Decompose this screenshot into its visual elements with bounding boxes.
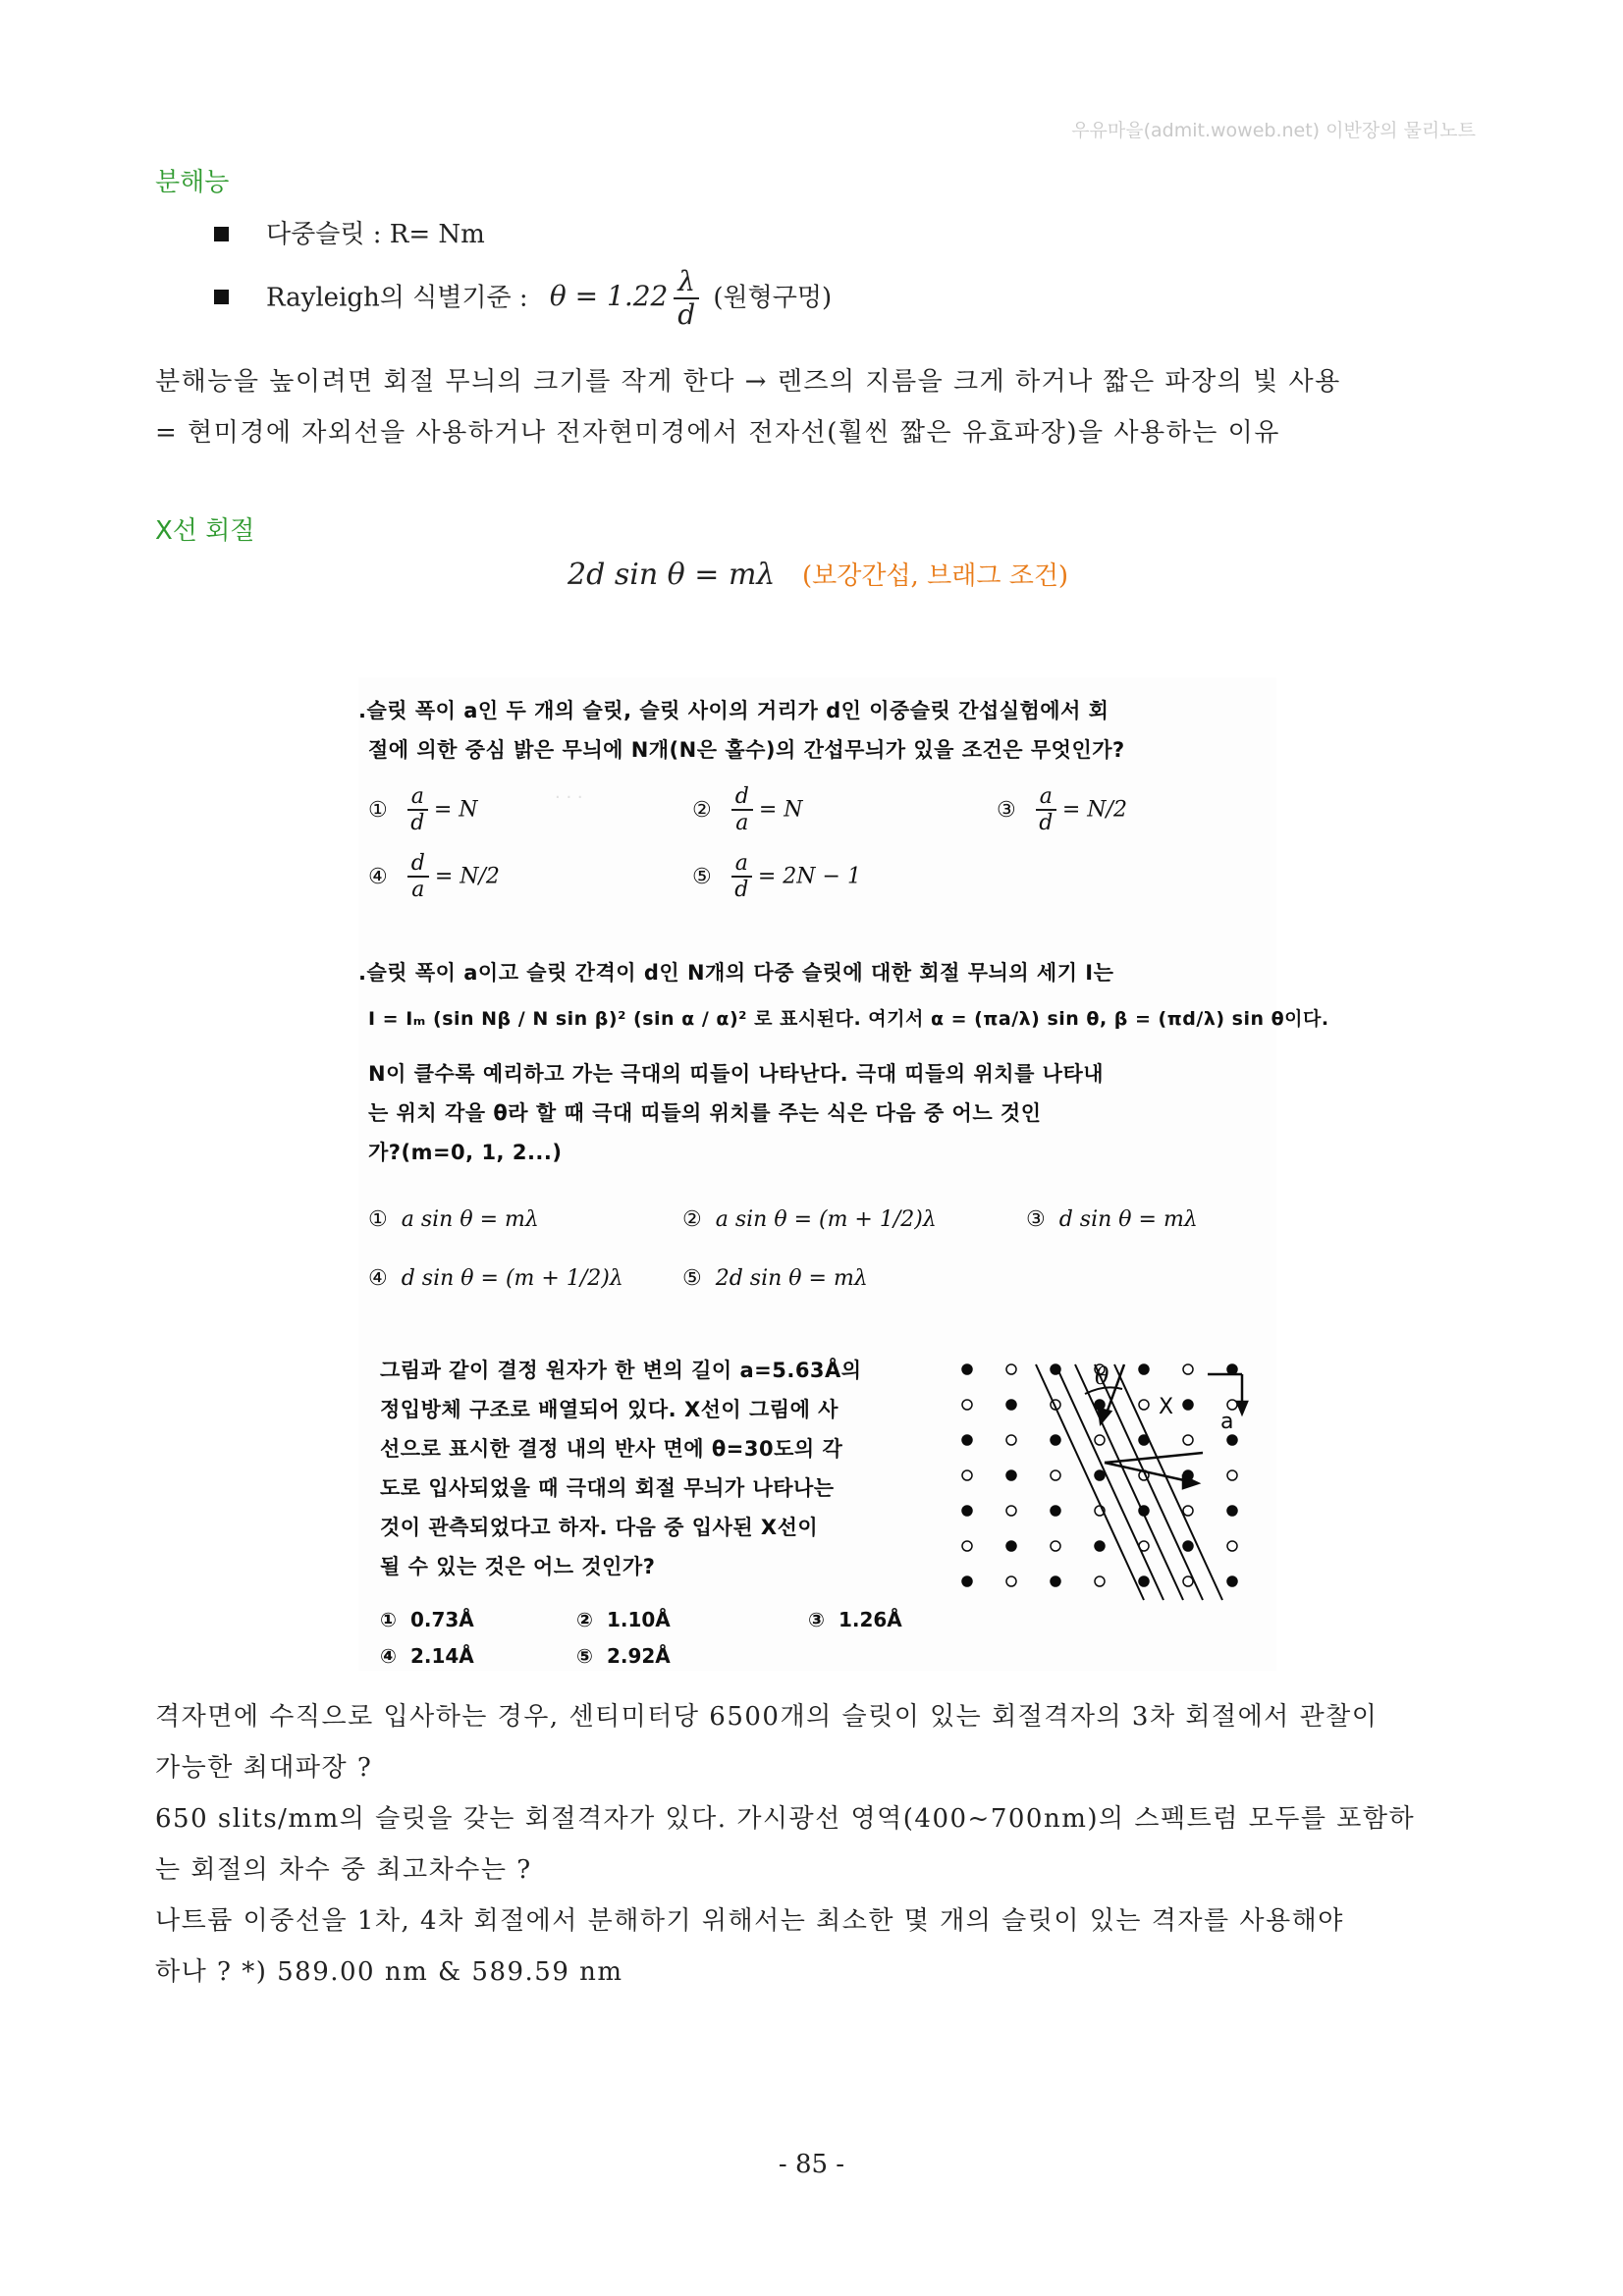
atom-filled — [1006, 1541, 1016, 1551]
atom-hollow — [1006, 1435, 1016, 1445]
problem2-option-5: ⑤ 2d sin θ = mλ — [682, 1266, 868, 1291]
bleed-through-text: · · · — [555, 787, 583, 808]
atom-filled — [1139, 1364, 1149, 1374]
bullet-square-icon — [214, 290, 229, 304]
resolution-paragraph-2: = 현미경에 자외선을 사용하거나 전자현미경에서 전자선(훨씬 짧은 유효파장)을 사용하는 이유 — [155, 418, 1280, 448]
atom-filled — [1051, 1435, 1060, 1445]
bullet-rayleigh — [214, 267, 832, 331]
atom-filled — [1183, 1541, 1193, 1551]
rayleigh-denominator: d — [677, 297, 696, 331]
plane-line — [1036, 1364, 1144, 1600]
problem3-line4: 도로 입사되었을 때 극대의 회절 무늬가 나타나는 — [380, 1476, 835, 1500]
atom-hollow — [962, 1400, 972, 1410]
bullet-rayleigh-text: Rayleigh의 식별기준 : — [266, 283, 528, 313]
atom-hollow — [1227, 1470, 1237, 1480]
atom-hollow — [1006, 1364, 1016, 1374]
atom-filled — [1227, 1506, 1237, 1516]
atom-filled — [962, 1435, 972, 1445]
heading-xray: X선 회절 — [155, 516, 255, 546]
atom-hollow — [1051, 1470, 1060, 1480]
atom-hollow — [962, 1541, 972, 1551]
bullet-multislit — [214, 214, 485, 250]
atom-filled — [1095, 1470, 1105, 1480]
problem2-line4: 는 위치 각을 θ라 할 때 극대 띠들의 위치를 주는 식은 다음 중 어느 것인 — [368, 1101, 1042, 1125]
atom-filled — [1095, 1541, 1105, 1551]
atom-filled — [1006, 1400, 1016, 1410]
atom-hollow — [1095, 1435, 1105, 1445]
problem2-option-3: ③ d sin θ = mλ — [1026, 1207, 1198, 1232]
problem3-option-1: ① 0.73Å — [380, 1608, 474, 1631]
resolution-paragraph-1: 분해능을 높이려면 회절 무늬의 크기를 작게 한다 → 렌즈의 지름을 크게 하거나 짧은 파장의 빛 사용 — [155, 367, 1341, 397]
atom-filled — [962, 1576, 972, 1586]
problem2-option-4: ④ d sin θ = (m + 1/2)λ — [368, 1266, 623, 1291]
figure-x-label: X — [1159, 1395, 1174, 1419]
rayleigh-note: (원형구멍) — [713, 283, 833, 313]
problem2-option-2: ② a sin θ = (m + 1/2)λ — [682, 1207, 937, 1232]
atom-hollow — [1139, 1400, 1149, 1410]
problem2-line3: N이 클수록 예리하고 가는 극대의 띠들이 나타난다. 극대 띠들의 위치를 나타내 — [368, 1062, 1105, 1086]
atom-hollow — [1183, 1506, 1193, 1516]
page-number: - 85 - — [778, 2150, 845, 2179]
atom-hollow — [1183, 1364, 1193, 1374]
atom-hollow — [1006, 1506, 1016, 1516]
reflected-ray — [1105, 1463, 1193, 1482]
reflected-ray — [1105, 1453, 1203, 1463]
heading-resolution: 분해능 — [155, 168, 230, 197]
arrow-head — [1099, 1409, 1110, 1423]
problem1-option-2: ② $\frac{d}{a}$ = N — [692, 784, 803, 836]
bottom-question-2-line-1: 650 slits/mm의 슬릿을 갖는 회절격자가 있다. 가시광선 영역(400~700nm)의 스펙트럼 모두를 포함하 — [155, 1804, 1416, 1834]
problem2-option-1: ① a sin θ = mλ — [368, 1207, 539, 1232]
atom-filled — [1051, 1506, 1060, 1516]
atom-hollow — [1051, 1541, 1060, 1551]
problem3-option-4: ④ 2.14Å — [380, 1644, 474, 1668]
bragg-formula-row — [568, 556, 1068, 592]
problem1-option-4: ④ $\frac{d}{a}$ = N/2 — [368, 851, 500, 903]
problem2-formula: I = Iₘ (sin Nβ / N sin β)² (sin α / α)² 로 표시된다. 여기서 α = (πa/λ) sin θ, β = (πd/λ) sin θ이다. — [368, 1008, 1329, 1030]
problem3-line6: 될 수 있는 것은 어느 것인가? — [380, 1555, 656, 1578]
scanned-problems-image — [358, 677, 1329, 1671]
figure-theta-label: θ — [1095, 1362, 1109, 1390]
atom-filled — [1051, 1576, 1060, 1586]
problem3-line3: 선으로 표시한 결정 내의 반사 면에 θ=30도의 각 — [380, 1437, 843, 1461]
problem3-option-3: ③ 1.26Å — [808, 1608, 902, 1631]
problem2-line1: .슬릿 폭이 a이고 슬릿 간격이 d인 N개의 다중 슬릿에 대한 회절 무늬의 세기 I는 — [358, 961, 1114, 985]
arrow-head — [1237, 1402, 1247, 1414]
bottom-question-2-line-2: 는 회절의 차수 중 최고차수는 ? — [155, 1855, 532, 1885]
atom-hollow — [1183, 1435, 1193, 1445]
bottom-question-3-line-2: 하나 ? *) 589.00 nm & 589.59 nm — [155, 1957, 623, 1987]
rayleigh-numerator: λ — [674, 267, 699, 299]
problem1-option-1: ① $\frac{a}{d}$ = N — [368, 784, 478, 836]
bottom-question-1-line-1: 격자면에 수직으로 입사하는 경우, 센티미터당 6500개의 슬릿이 있는 회절격자의 3차 회절에서 관찰이 — [155, 1702, 1379, 1732]
atom-hollow — [1227, 1541, 1237, 1551]
atom-hollow — [1006, 1576, 1016, 1586]
lattice-atoms — [962, 1364, 1237, 1586]
problem1-option-5: ⑤ $\frac{a}{d}$ = 2N − 1 — [692, 851, 861, 903]
bottom-question-3-line-1: 나트륨 이중선을 1차, 4차 회절에서 분해하기 위해서는 최소한 몇 개의 슬릿이 있는 격자를 사용해야 — [155, 1906, 1344, 1936]
problem1-line1: .슬릿 폭이 a인 두 개의 슬릿, 슬릿 사이의 거리가 d인 이중슬릿 간섭실험에서 회 — [358, 699, 1109, 722]
atom-filled — [1139, 1576, 1149, 1586]
atom-filled — [1006, 1470, 1016, 1480]
atom-filled — [1183, 1400, 1193, 1410]
bragg-formula: 2d sin θ = mλ — [568, 558, 776, 592]
problem3-line1: 그림과 같이 결정 원자가 한 변의 길이 a=5.63Å의 — [380, 1359, 862, 1382]
problem1-line2: 절에 의한 중심 밝은 무늬에 N개(N은 홀수)의 간섭무늬가 있을 조건은 무엇인가? — [368, 738, 1125, 762]
rayleigh-formula-lhs: θ = 1.22 — [549, 280, 669, 313]
problem3-option-5: ⑤ 2.92Å — [576, 1644, 671, 1668]
problem1-option-3: ③ $\frac{a}{d}$ = N/2 — [997, 784, 1127, 836]
problem3-option-2: ② 1.10Å — [576, 1608, 671, 1631]
atom-filled — [1227, 1364, 1237, 1374]
problem3-line2: 정입방체 구조로 배열되어 있다. X선이 그림에 사 — [380, 1398, 839, 1421]
bullet-multislit-text: 다중슬릿 : R= Nm — [266, 220, 485, 249]
figure-a-label: a — [1220, 1410, 1234, 1434]
bragg-note: (보강간섭, 브래그 조건) — [801, 561, 1069, 591]
atom-filled — [1227, 1435, 1237, 1445]
plane-line — [1055, 1364, 1163, 1600]
atom-hollow — [962, 1470, 972, 1480]
atom-filled — [1227, 1576, 1237, 1586]
header-site-text: 우유마을(admit.woweb.net) 이반장의 물리노트 — [1071, 120, 1476, 141]
atom-filled — [962, 1506, 972, 1516]
bullet-square-icon — [214, 227, 229, 241]
atom-filled — [962, 1364, 972, 1374]
atom-hollow — [1183, 1576, 1193, 1586]
crystal-lattice-figure — [957, 1355, 1262, 1610]
bottom-question-1-line-2: 가능한 최대파장 ? — [155, 1753, 373, 1783]
atom-hollow — [1095, 1576, 1105, 1586]
problem2-line5: 가?(m=0, 1, 2...) — [368, 1141, 563, 1164]
rayleigh-fraction — [674, 267, 699, 331]
problem3-line5: 것이 관측되었다고 하자. 다음 중 입사된 X선이 — [380, 1516, 819, 1539]
